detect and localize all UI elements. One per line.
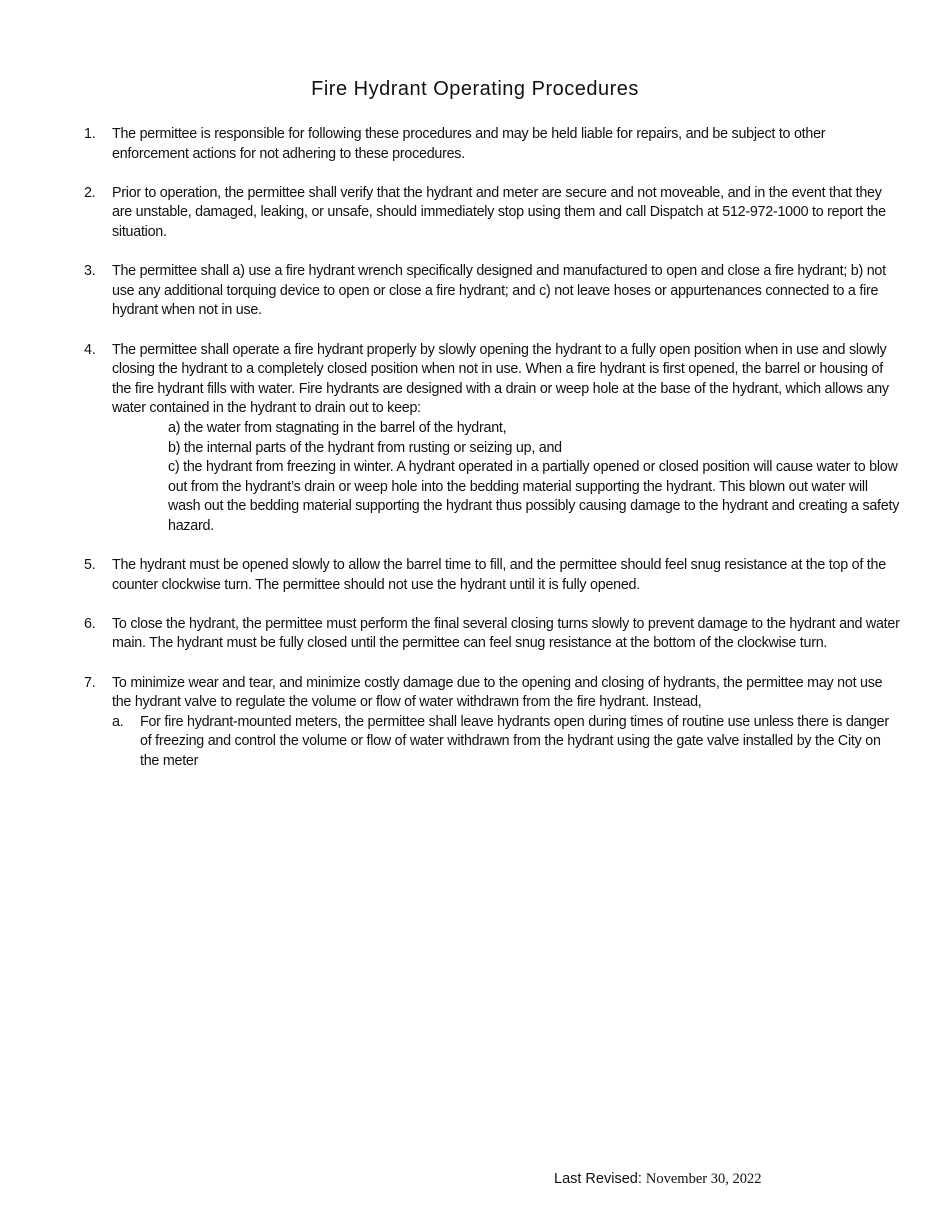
item-number: 1. bbox=[84, 126, 96, 142]
sub-item-b: b) the internal parts of the hydrant from rusting or seizing up, and bbox=[168, 439, 562, 456]
item-text: Prior to operation, the permittee shall verify that the hydrant and meter are secure and not moveable, and in the event that they are unstable, damaged, leaking, or unsafe, should immediately stop using them and call Dispatch at 512-972-1000 to report the situation. bbox=[112, 184, 886, 240]
last-revised-label: Last Revised: bbox=[554, 1171, 642, 1187]
item-text: To minimize wear and tear, and minimize costly damage due to the opening and closing of hydrants, the permittee may not use the hydrant valve to regulate the volume or flow of water withdrawn from the fire hydrant. Instead, bbox=[112, 674, 883, 711]
item-text: The permittee shall operate a fire hydrant properly by slowly opening the hydrant to a fully open position when in use and slowly closing the hydrant to a completely closed position when not in use. When a fire hydrant is first opened, the barrel or housing of the fire hydrant fills with water. Fire hydrants are designed with a drain or weep hole at the base of the hydrant, which allows any water contained in the hydrant to drain out to keep: bbox=[112, 341, 889, 417]
list-item bbox=[84, 341, 900, 537]
page-title: Fire Hydrant Operating Procedures bbox=[311, 78, 639, 100]
list-item bbox=[84, 184, 900, 243]
item-text: To close the hydrant, the permittee must perform the final several closing turns slowly to prevent damage to the hydrant and water main. The hydrant must be fully closed until the permittee can feel snug resistance at the bottom of the clockwise turn. bbox=[112, 615, 900, 652]
item-number: 4. bbox=[84, 341, 96, 358]
list-item bbox=[84, 262, 900, 321]
sub-item-text: For fire hydrant-mounted meters, the permittee shall leave hydrants open during times of routine use unless there is danger of freezing and control the volume or flow of water withdrawn from the hydrant using the gate valve installed by the City on the meter bbox=[140, 713, 889, 769]
list-item bbox=[84, 615, 900, 654]
list-item bbox=[84, 125, 900, 164]
list-item bbox=[84, 556, 900, 595]
item-text: The hydrant must be opened slowly to allow the barrel time to fill, and the permittee should feel snug resistance at the top of the counter clockwise turn. The permittee should not use the hydrant until it is fully opened. bbox=[112, 557, 886, 593]
item-text: The permittee is responsible for following these procedures and may be held liable for repairs, and be subject to other enforcement actions for not adhering to these procedures. bbox=[112, 126, 826, 162]
item-number: 7. bbox=[84, 674, 96, 691]
sub-item-c: c) the hydrant from freezing in winter. A hydrant operated in a partially opened or closed position will cause water to blow out from the hydrant’s drain or weep hole into the bedding material supporting the hydrant. This blown out water will wash out the bedding material supporting the hydrant thus possibly causing damage to the hydrant and creating a safety hazard. bbox=[168, 459, 900, 534]
item-number: 2. bbox=[84, 184, 96, 201]
sub-item-a: a) the water from stagnating in the barrel of the hydrant, bbox=[168, 419, 507, 436]
item-number: 5. bbox=[84, 557, 96, 574]
procedure-list bbox=[84, 125, 900, 772]
sub-item-number: a. bbox=[112, 713, 124, 730]
sub-list-item bbox=[84, 713, 900, 772]
revision-footer bbox=[554, 1169, 761, 1189]
sub-list bbox=[112, 419, 900, 537]
item-text: The permittee shall a) use a fire hydrant wrench specifically designed and manufactured to open and close a fire hydrant; b) not use any additional torquing device to open or close a fire hydrant; and c) not leave hoses or appurtenances connected to a fire hydrant when not in use. bbox=[112, 263, 886, 319]
item-number: 6. bbox=[84, 615, 96, 632]
item-number: 3. bbox=[84, 263, 96, 280]
list-item bbox=[84, 674, 900, 713]
last-revised-date: November 30, 2022 bbox=[645, 1171, 762, 1187]
